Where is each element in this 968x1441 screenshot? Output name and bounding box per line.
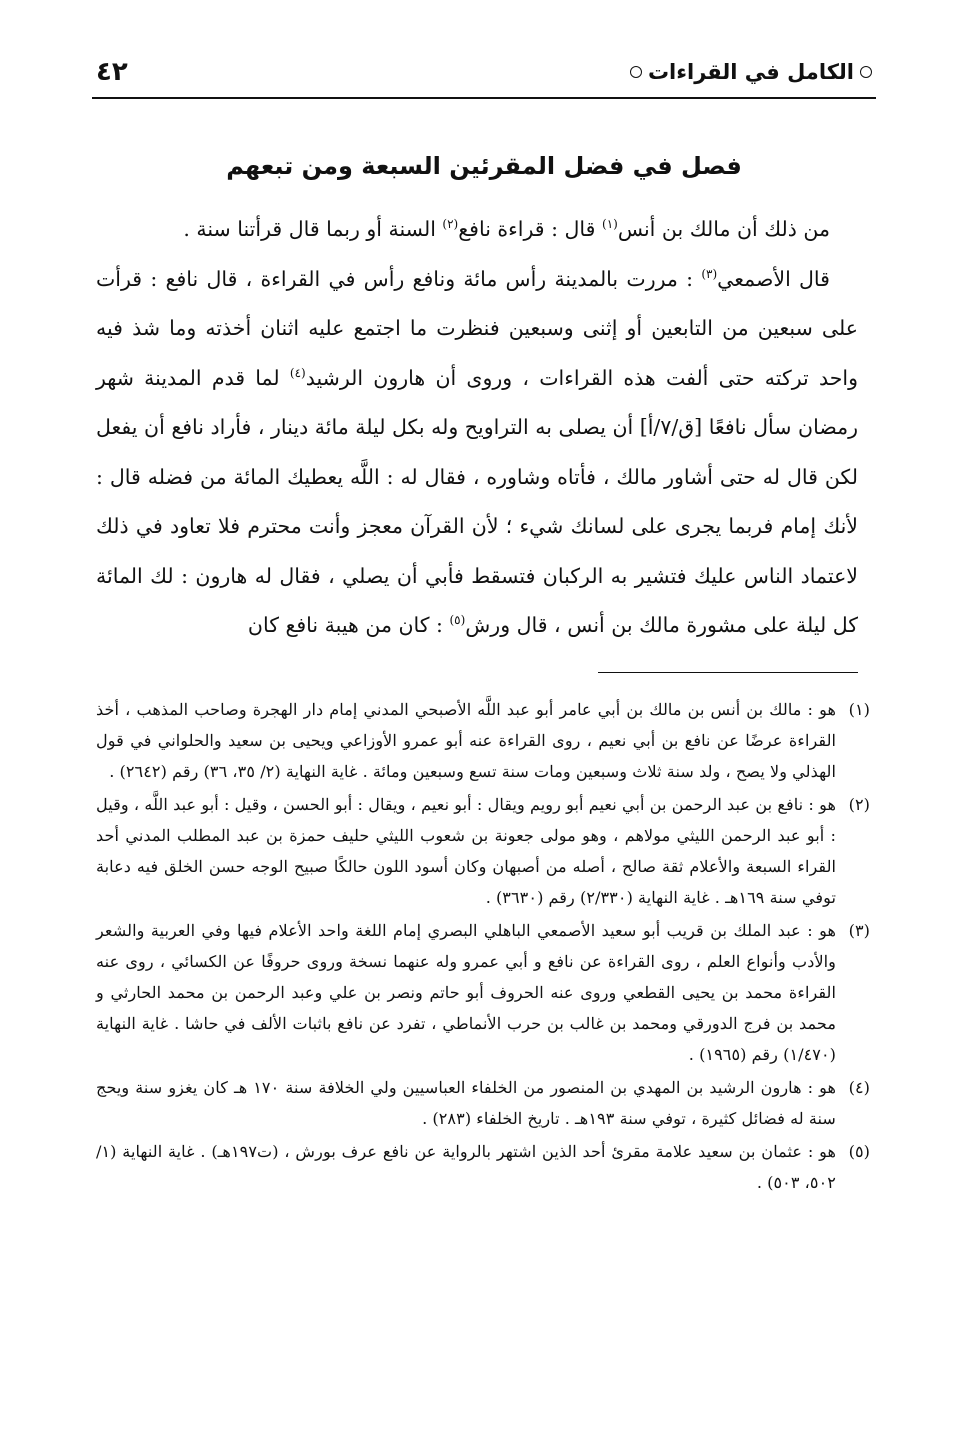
footnote-number: (٣) [848,921,870,940]
body-text-run: من ذلك أن مالك بن أنس [617,217,830,241]
paragraph [96,205,858,255]
book-title-text: الكامل في القراءات [647,60,854,84]
footnote-ref: (٣) [701,266,718,281]
footnote-text: هو : عبد الملك بن قريب أبو سعيد الأصمعي الباهلي البصري إمام اللغة واحد الأعلام فيها وفي العربية والشعر والأدب وأنواع العلم ، روى القراءة عن نافع و أبي عمرو وله عنهما نسخة وروى حروفًا عن الكسائي ، روى عنه القراءة محمد بن يحيى القطعي وروى عنه الحروف أبو حاتم ونصر بن علي وعبد الرحمن بن محمد الحارثي و محمد بن فرج الدورقي ومحمد بن غالب بن حرب الأنماطي ، تفرد عن نافع باثبات الألف في حاشا . غاية النهاية (١/٤٧٠) رقم (١٩٦٥) . [96,921,836,1064]
body-text-run: قال الأصمعي [717,266,830,291]
footnote-text: هو : عثمان بن سعيد علامة مقرئ أحد الذين اشتهر بالرواية عن نافع عرف بورش ، (ت١٩٧هـ) . غاية النهاية (١/ ٥٠٢، ٥٠٣) . [96,1142,836,1192]
book-title [630,60,872,84]
header-divider [92,97,876,99]
footnote [96,1136,870,1198]
footnotes [96,694,870,1200]
circle-ornament-icon [630,66,642,78]
body-text-run: : مررت بالمدينة رأس مائة ونافع رأس في القراءة ، قال نافع : قرأت على سبعين من التابعين أو إثنى وسبعين فنظرت ما اجتمع عليه اثنان أخذته وما شذ فيه واحد تركته حتى ألفت هذه القراءات ، وروى أن هارون الرشيد [96,266,858,390]
footnote-ref: (٤) [289,365,306,380]
footnote-text: هو : مالك بن أنس بن مالك بن أبي عامر أبو عبد اللَّه الأصبحي المدني إمام دار الهجرة وصاحب المذهب ، أخذ القراءة عرضًا عن نافع بن أبي نعيم ، روى القراءة عنه أبو عمرو الأوزاعي ويحيى بن سعيد والحلواني في قول الهذلي ولا يصح ، ولد سنة ثلاث وسبعين ومات سنة تسع وسبعين ومائة . غاية النهاية (٢/ ٣٥، ٣٦) رقم (٢٦٤٢) . [96,700,836,781]
footnote-text: هو : نافع بن عبد الرحمن بن أبي نعيم أبو رويم ويقال : أبو نعيم ، ويقال : أبو الحسن ، وقيل : أبو عبد اللَّه ، وقيل : أبو عبد الرحمن الليثي مولاهم ، وهو مولى جعونة بن شعوب الليثي حليف حمزة بن عبد المطلب المدني أحد القراء السبعة والأعلام ثقة صالح ، أصله من أصبهان وكان أسود اللون حالكًا صبيح الوجه حسن الخلق فيه دعابة توفي سنة ١٦٩هـ . غاية النهاية (٢/٣٣٠) رقم (٣٦٣٠) . [96,795,836,907]
running-header [96,52,872,92]
body-text-run: قال : قراءة نافع [458,217,602,241]
footnote [96,1072,870,1134]
footnote-number: (٤) [848,1078,870,1097]
chapter-heading: فصل في فضل المقرئين السبعة ومن تبعهم [226,152,742,180]
body-text [96,205,858,651]
body-text-run: لما قدم المدينة شهر رمضان سأل نافعًا [ق/٧/أ] أن يصلى به التراويح وله بكل ليلة مائة دينار ، فأراد نافع أن يفعل لكن قال له حتى أشاور مالك ، فأتاه وشاوره ، فقال له : اللَّه يعطيك المائة من فضله قال : لأنك إمام فربما يجرى على لسانك شيء ؛ لأن القرآن معجز وأنت محترم فلا تعاود في ذلك لاعتماد الناس عليك فتشير به الركبان فتسقط فأبي أن يصلي ، فقال له هارون : لك المائة كل ليلة على مشورة مالك بن أنس ، قال ورش [96,365,858,637]
footnote-text: هو : هارون الرشيد بن المهدي بن المنصور من الخلفاء العباسيين ولي الخلافة سنة ١٧٠ هـ كان يغزو سنة ويحج سنة له فضائل كثيرة ، توفي سنة ١٩٣هـ . تاريخ الخلفاء (٢٨٣) . [96,1078,836,1128]
footnote [96,694,870,787]
footnote [96,789,870,913]
page-number: ٤٢ [96,57,128,87]
body-text-run: السنة أو ربما قال قرأتنا سنة . [183,217,443,241]
footnote [96,915,870,1070]
paragraph [96,255,858,651]
footnote-ref: (٢) [442,217,459,232]
footnote-ref: (١) [602,217,618,232]
footnote-number: (١) [848,700,870,719]
footnote-number: (٢) [848,795,870,814]
circle-ornament-icon [860,66,872,78]
body-text-run: : كان من هيبة نافع كان [247,613,450,637]
footnote-ref: (٥) [449,613,466,628]
footnote-number: (٥) [848,1142,870,1161]
footnote-divider [598,672,858,673]
